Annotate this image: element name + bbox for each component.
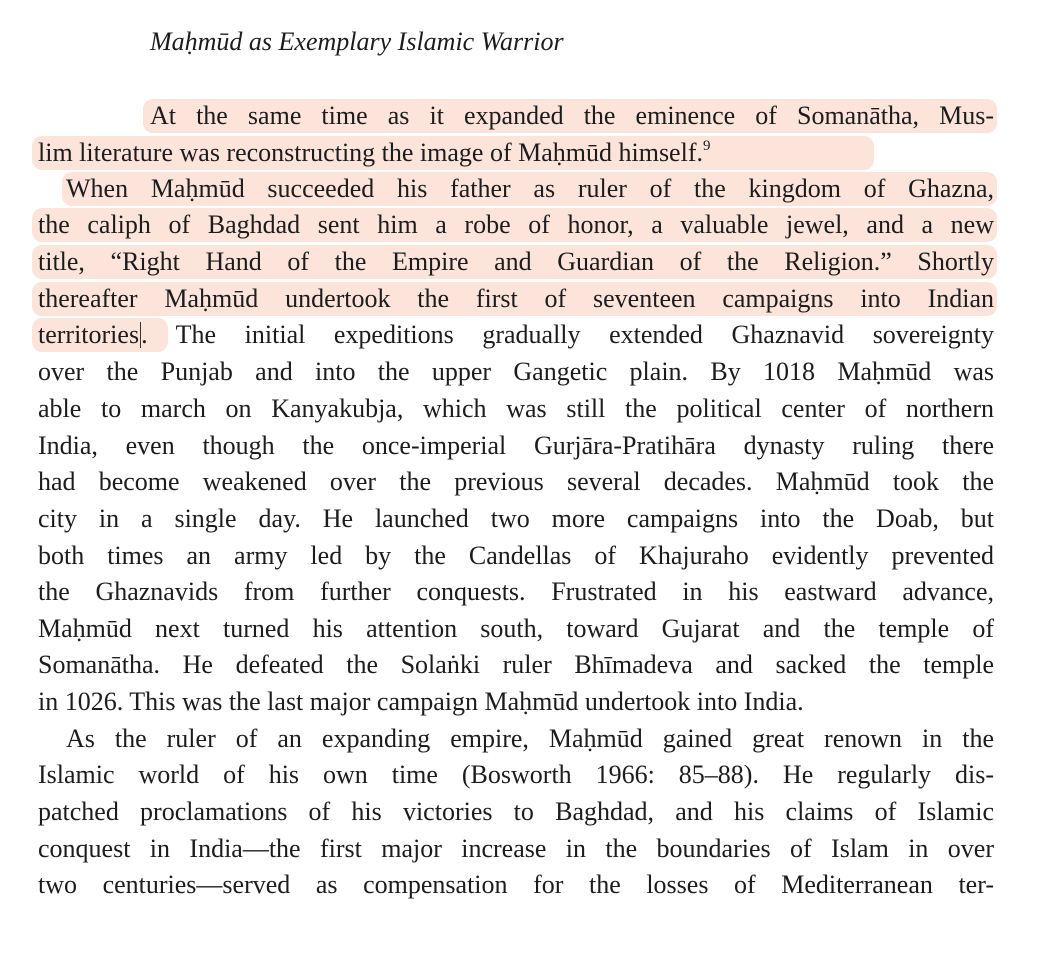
p2-line3[interactable]: title, “Right Hand of the Empire and Guardian of the Religion.” Shortly xyxy=(38,247,994,276)
p2-line12[interactable]: the Ghaznavids from further conquests. Frustrated in his eastward advance, xyxy=(38,577,994,606)
p3-line1[interactable]: As the ruler of an expanding empire, Maḥmūd gained great renown in the xyxy=(66,724,994,753)
p2-line11[interactable]: both times an army led by the Candellas of Khajuraho evidently prevented xyxy=(38,541,994,570)
p2-line1[interactable]: When Maḥmūd succeeded his father as ruler of the kingdom of Ghazna, xyxy=(66,174,994,203)
p2-line15[interactable]: in 1026. This was the last major campaign Maḥmūd undertook into India. xyxy=(38,687,804,716)
p1-line2[interactable] xyxy=(38,135,710,171)
p3-line5[interactable]: two centuries—served as compensation for the losses of Mediterranean ter- xyxy=(38,870,994,899)
p2-line13[interactable]: Maḥmūd next turned his attention south, toward Gujarat and the temple of xyxy=(38,614,994,643)
p2-line14[interactable]: Somanātha. He defeated the Solaṅki ruler Bhīmadeva and sacked the temple xyxy=(38,650,994,679)
p3-line3[interactable]: patched proclamations of his victories to Baghdad, and his claims of Islamic xyxy=(38,797,994,826)
p2-line5-highlighted-text: territories xyxy=(38,320,140,349)
p1-line1[interactable]: At the same time as it expanded the eminence of Somanātha, Mus- xyxy=(150,101,994,130)
p2-line5-text: . The initial expeditions gradually extended Ghaznavid sovereignty xyxy=(141,320,994,349)
p2-line9[interactable]: had become weakened over the previous several decades. Maḥmūd took the xyxy=(38,467,994,496)
p2-line5[interactable] xyxy=(38,317,994,353)
footnote-marker[interactable]: 9 xyxy=(702,138,711,154)
p2-line8[interactable]: India, even though the once-imperial Gurjāra-Pratihāra dynasty ruling there xyxy=(38,431,994,460)
p2-line6[interactable]: over the Punjab and into the upper Gangetic plain. By 1018 Maḥmūd was xyxy=(38,357,994,386)
p2-line4[interactable]: thereafter Maḥmūd undertook the first of seventeen campaigns into Indian xyxy=(38,284,994,313)
p1-line2-text: lim literature was reconstructing the image of Maḥmūd himself. xyxy=(38,138,703,167)
p2-line2[interactable]: the caliph of Baghdad sent him a robe of honor, a valuable jewel, and a new xyxy=(38,210,994,239)
p3-line2[interactable]: Islamic world of his own time (Bosworth 1966: 85–88). He regularly dis- xyxy=(38,760,994,789)
running-head: Maḥmūd as Exemplary Islamic Warrior xyxy=(150,27,564,56)
p3-line4[interactable]: conquest in India—the first major increase in the boundaries of Islam in over xyxy=(38,834,994,863)
p2-line7[interactable]: able to march on Kanyakubja, which was still the political center of northern xyxy=(38,394,994,423)
p2-line10[interactable]: city in a single day. He launched two more campaigns into the Doab, but xyxy=(38,504,994,533)
